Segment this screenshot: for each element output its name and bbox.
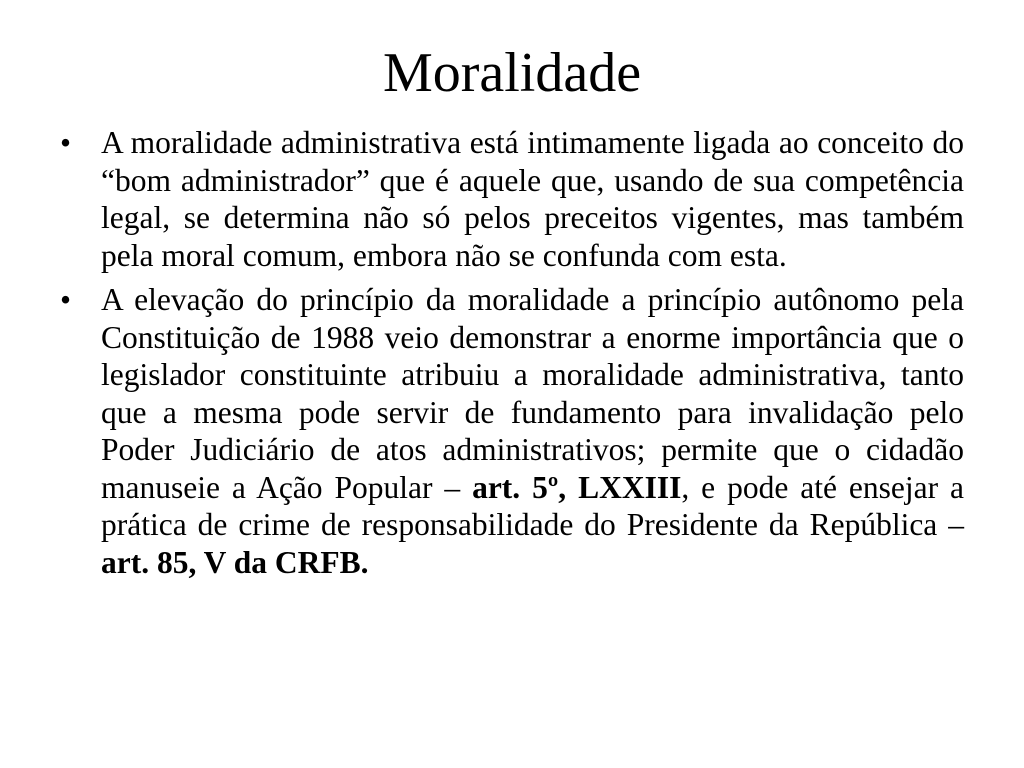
bullet-item-1 xyxy=(60,124,964,274)
bullet-text-2-part-1: A elevação do princípio da moralidade a princípio autônomo pela Constituição de 1988 veio demonstrar a enorme importância que o legislador constituinte atribuiu a moralidade administrativa, tanto que a mesma pode servir de fundamento para invalidação pelo Poder Judiciário de atos administrativos; permite que o cidadão manuseie a Ação Popular – xyxy=(101,282,964,505)
bullet-icon: • xyxy=(60,125,72,160)
bullet-text-2-part-2: , e pode até ensejar a prática de crime de responsabilidade do Presidente da República – xyxy=(101,469,965,542)
bullet-icon: • xyxy=(60,282,72,317)
slide-title: Moralidade xyxy=(382,42,642,104)
bullet-list xyxy=(60,124,964,588)
bullet-text-2 xyxy=(101,282,964,580)
legal-reference-art-85: art. 85, V da CRFB. xyxy=(101,544,369,580)
bullet-item-2 xyxy=(60,281,964,581)
legal-reference-art-5: art. 5º, LXXIII xyxy=(472,469,682,505)
bullet-text-1: A moralidade administrativa está intimamente ligada ao conceito do “bom administrador” que é aquele que, usando de sua competência legal, se determina não só pelos preceitos vigentes, mas também pela moral comum, embora não se confunda com esta. xyxy=(101,125,964,273)
